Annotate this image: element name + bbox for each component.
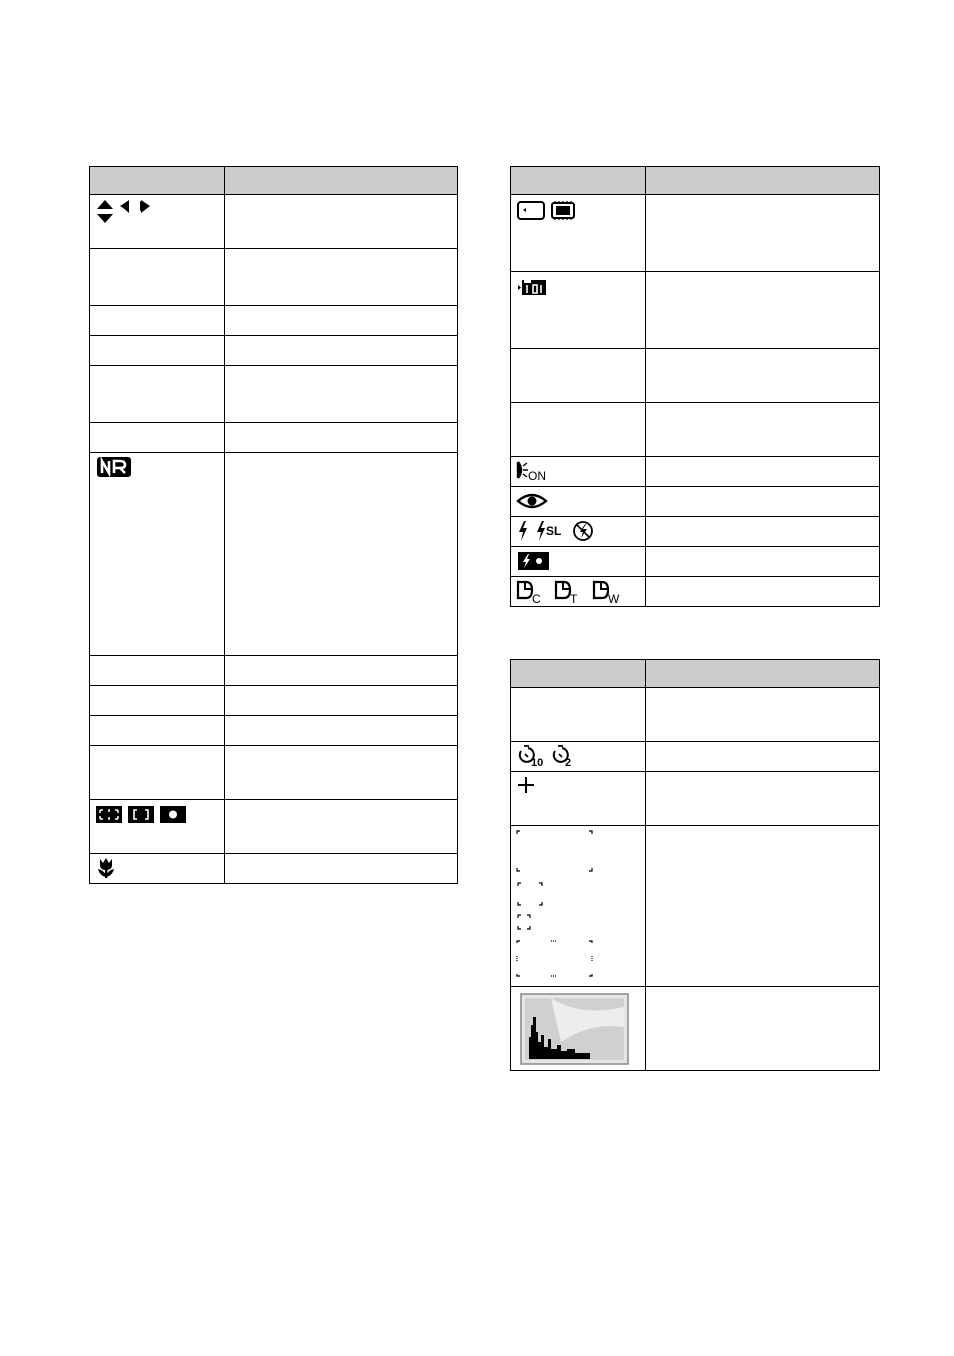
- header-cell-meaning: [646, 167, 880, 195]
- meaning-cell: [646, 195, 880, 272]
- table-row: [511, 772, 880, 826]
- table-row: [511, 742, 880, 772]
- header-cell-indicator: [511, 167, 646, 195]
- meaning-cell: [646, 577, 880, 607]
- table-row: [511, 517, 880, 547]
- spot-metering-crosshair-icon: [518, 777, 534, 793]
- svg-text:10: 10: [531, 757, 544, 769]
- meaning-cell: [646, 688, 880, 742]
- table-row: [90, 306, 458, 336]
- svg-text:2: 2: [565, 757, 572, 769]
- indicator-cell: [90, 423, 225, 453]
- meaning-cell: [646, 349, 880, 403]
- table-header-row: [511, 660, 880, 688]
- table-row: [511, 826, 880, 987]
- slow-sync-flash-icon: [537, 521, 561, 541]
- header-cell-indicator: [511, 660, 646, 688]
- meaning-cell: [225, 336, 458, 366]
- svg-text:SL: SL: [546, 524, 562, 538]
- table-row: [511, 547, 880, 577]
- table-row: [511, 195, 880, 272]
- indicator-cell: [90, 656, 225, 686]
- folder-101-icon: [518, 280, 546, 295]
- table-row: [90, 656, 458, 686]
- svg-text:C: C: [532, 592, 541, 606]
- histogram-icon: [521, 994, 628, 1064]
- table-row: [511, 272, 880, 349]
- table-row: [90, 800, 458, 854]
- svg-text:T: T: [570, 592, 578, 606]
- indicator-cell: [90, 306, 225, 336]
- spot-metering-icon: [160, 806, 186, 823]
- indicator-cell: [511, 517, 646, 547]
- self-timer-10s-icon: [520, 746, 543, 769]
- indicator-cell: [90, 195, 225, 249]
- table-row: [90, 686, 458, 716]
- dro-t-icon: [556, 582, 578, 606]
- meaning-cell: [646, 403, 880, 457]
- meaning-cell: [646, 272, 880, 349]
- meaning-cell: [646, 487, 880, 517]
- svg-text:ON: ON: [528, 469, 546, 483]
- table-row: [90, 854, 458, 884]
- af-illuminator-on-icon: [518, 462, 546, 483]
- table-row: [511, 457, 880, 487]
- red-eye-reduction-icon: [518, 495, 546, 507]
- indicator-cell: [511, 826, 646, 987]
- table-row: [90, 366, 458, 423]
- meaning-cell: [646, 772, 880, 826]
- meaning-cell: [646, 987, 880, 1071]
- meaning-cell: [225, 716, 458, 746]
- meaning-cell: [225, 423, 458, 453]
- meaning-cell: [225, 686, 458, 716]
- table-row: [90, 423, 458, 453]
- right-bottom-indicator-table: [510, 659, 880, 1071]
- table-row: [90, 249, 458, 306]
- indicator-cell: [90, 746, 225, 800]
- meaning-cell: [646, 547, 880, 577]
- indicator-cell: [511, 195, 646, 272]
- indicator-cell: [511, 742, 646, 772]
- meaning-cell: [225, 306, 458, 336]
- left-indicator-table: [89, 166, 458, 884]
- table-header-row: [90, 167, 458, 195]
- meaning-cell: [646, 742, 880, 772]
- table-row: [511, 403, 880, 457]
- macro-tulip-icon: [98, 858, 114, 878]
- table-row: [90, 336, 458, 366]
- indicator-cell: [90, 453, 225, 656]
- flash-icon: [519, 521, 527, 541]
- indicator-cell: [511, 403, 646, 457]
- table-row: [511, 349, 880, 403]
- indicator-cell: [511, 457, 646, 487]
- left-right-arrows-icon: [120, 200, 150, 213]
- indicator-cell: [511, 577, 646, 607]
- table-row: [90, 746, 458, 800]
- indicator-cell: [90, 249, 225, 306]
- flash-off-icon: [574, 522, 592, 540]
- meaning-cell: [646, 826, 880, 987]
- indicator-cell: [511, 547, 646, 577]
- up-down-arrows-icon: [97, 200, 113, 223]
- indicator-cell: [511, 772, 646, 826]
- meaning-cell: [225, 453, 458, 656]
- table-row: [90, 716, 458, 746]
- meaning-cell: [225, 249, 458, 306]
- meaning-cell: [225, 746, 458, 800]
- meaning-cell: [646, 517, 880, 547]
- internal-memory-icon: [552, 201, 574, 220]
- table-row: [511, 987, 880, 1071]
- meaning-cell: [225, 195, 458, 249]
- flash-charging-icon: [518, 552, 549, 570]
- table-header-row: [511, 167, 880, 195]
- meaning-cell: [225, 366, 458, 423]
- noise-reduction-nr-icon: [97, 457, 131, 477]
- header-cell-meaning: [225, 167, 458, 195]
- header-cell-indicator: [90, 167, 225, 195]
- indicator-cell: [90, 366, 225, 423]
- header-cell-meaning: [646, 660, 880, 688]
- right-top-indicator-table: [510, 166, 880, 607]
- af-range-finder-frames-icon: [517, 831, 592, 976]
- meaning-cell: [225, 656, 458, 686]
- indicator-cell: [511, 688, 646, 742]
- svg-text:W: W: [608, 592, 620, 606]
- indicator-cell: [90, 854, 225, 884]
- table-row: [511, 577, 880, 607]
- indicator-cell: [90, 686, 225, 716]
- meaning-cell: [646, 457, 880, 487]
- indicator-cell: [90, 800, 225, 854]
- table-row: [90, 195, 458, 249]
- center-af-frame-icon: [128, 806, 154, 823]
- self-timer-2s-icon: [554, 746, 571, 769]
- indicator-cell: [511, 987, 646, 1071]
- memory-card-icon: [518, 202, 544, 219]
- table-row: [511, 487, 880, 517]
- indicator-cell: [511, 349, 646, 403]
- table-row: [90, 453, 458, 656]
- dro-c-icon: [518, 582, 541, 606]
- indicator-cell: [90, 716, 225, 746]
- meaning-cell: [225, 800, 458, 854]
- indicator-cell: [511, 487, 646, 517]
- indicator-cell: [90, 336, 225, 366]
- dro-w-icon: [594, 582, 620, 606]
- meaning-cell: [225, 854, 458, 884]
- indicator-cell: [511, 272, 646, 349]
- table-row: [511, 688, 880, 742]
- multi-point-af-frame-icon: [96, 806, 122, 823]
